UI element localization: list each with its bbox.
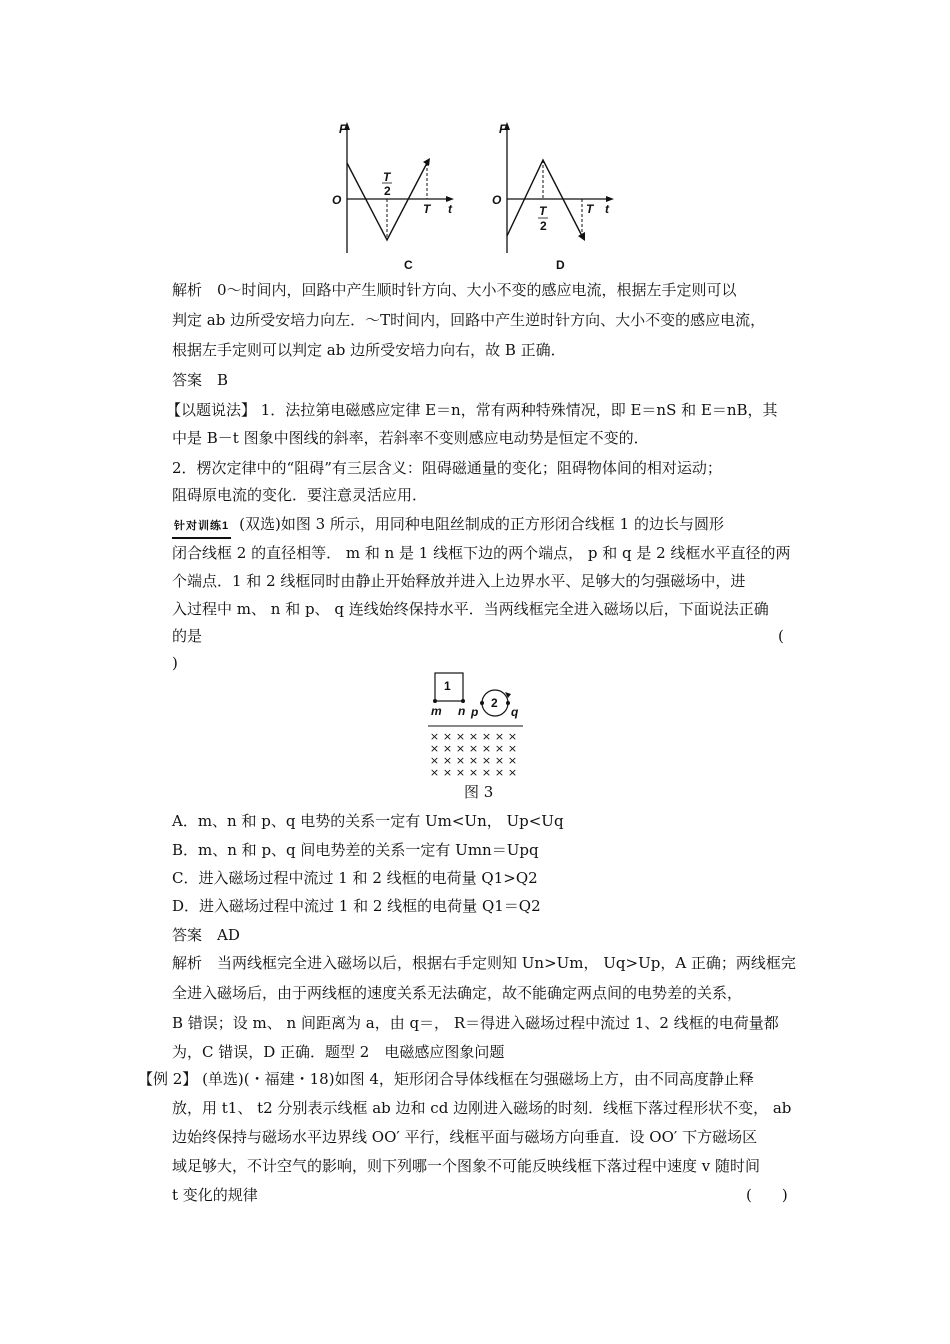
- field-x-mark: ×: [468, 766, 479, 779]
- analysis2-line4: 为，C 错误，D 正确．题型 2 电磁感应图象问题: [172, 1043, 505, 1061]
- graph-d-axis-f: F: [499, 122, 507, 136]
- field-x-mark: ×: [494, 766, 505, 779]
- field-x-mark: ×: [494, 754, 505, 767]
- fig3-q: q: [511, 705, 519, 719]
- graph-c-half-num: T: [383, 170, 391, 184]
- training-line2: 闭合线框 2 的直径相等． m 和 n 是 1 线框下边的两个端点， p 和 q 是 2 线框水平直径的两: [172, 544, 791, 562]
- explain-line1: 【以题说法】 1．法拉第电磁感应定律 E＝n，常有两种特殊情况，即 E＝nS 和 E＝nB，其: [166, 401, 778, 419]
- analysis1-line3: 根据左手定则可以判定 ab 边所受安培力向右，故 B 正确．: [172, 341, 566, 359]
- field-x-mark: ×: [429, 730, 440, 743]
- graph-d-half-num: T: [539, 204, 547, 218]
- field-x-mark: ×: [468, 754, 479, 767]
- graph-c-axis-t: t: [448, 202, 452, 216]
- field-x-mark: ×: [481, 754, 492, 767]
- graph-c-half-den: 2: [384, 184, 391, 198]
- fig3-n: n: [458, 704, 466, 718]
- training-line1: [172, 513, 724, 539]
- graph-c-t-full: T: [423, 202, 431, 216]
- field-x-mark: ×: [442, 730, 453, 743]
- field-x-mark: ×: [507, 766, 518, 779]
- fig3-field-grid: [428, 731, 524, 779]
- training-line4: 入过程中 m、 n 和 p、 q 连线始终保持水平．当两线框完全进入磁场以后，下面说法正确: [172, 600, 769, 618]
- field-x-mark: ×: [429, 754, 440, 767]
- field-x-mark: ×: [429, 742, 440, 755]
- graph-c-caption: C: [404, 258, 413, 272]
- graph-d-axis-t: t: [605, 202, 609, 216]
- analysis1-line1: 解析 0～时间内，回路中产生顺时针方向、大小不变的感应电流，根据左手定则可以: [172, 281, 737, 299]
- field-x-mark: ×: [442, 754, 453, 767]
- field-x-mark: ×: [507, 730, 518, 743]
- analysis2-line2: 全进入磁场后，由于两线框的速度关系无法确定，故不能确定两点间的电势差的关系，: [172, 984, 743, 1002]
- option-d: D．进入磁场过程中流过 1 和 2 线框的电荷量 Q1＝Q2: [172, 897, 541, 915]
- graph-d-half-den: 2: [540, 219, 547, 233]
- graph-d-origin: O: [492, 193, 502, 207]
- explain-line3: 2．楞次定律中的“阻碍”有三层含义：阻碍磁通量的变化；阻碍物体间的相对运动；: [172, 459, 722, 477]
- field-x-mark: ×: [481, 742, 492, 755]
- example2-paren: ( ): [746, 1186, 788, 1204]
- graph-c: [330, 118, 460, 278]
- analysis1-line2: 判定 ab 边所受安培力向左．～T时间内，回路中产生逆时针方向、大小不变的感应电流，: [172, 311, 766, 329]
- option-b: B．m、n 和 p、q 间电势差的关系一定有 Umn＝Upq: [172, 841, 539, 859]
- fig3-caption: 图 3: [464, 783, 494, 801]
- graph-c-origin: O: [332, 193, 342, 207]
- example2-line4: 域足够大，不计空气的影响，则下列哪一个图象不可能反映线框下落过程中速度 v 随时间: [172, 1157, 761, 1175]
- fig3-circle-label: 2: [491, 696, 498, 710]
- example2-line3: 边始终保持与磁场水平边界线 OO′ 平行，线框平面与磁场方向垂直．设 OO′ 下方磁场区: [172, 1128, 758, 1146]
- explain-line2: 中是 B－t 图象中图线的斜率，若斜率不变则感应电动势是恒定不变的．: [172, 429, 649, 447]
- example2-line1: 【例 2】 (单选)(・福建・18)如图 4，矩形闭合导体线框在匀强磁场上方，由不同高度静止释: [138, 1070, 754, 1088]
- example2-line5: t 变化的规律: [172, 1186, 258, 1204]
- fig3-box-label: 1: [444, 679, 451, 693]
- training-badge: 针对训练1: [172, 515, 231, 539]
- answer1: 答案 B: [172, 371, 229, 389]
- field-x-mark: ×: [455, 730, 466, 743]
- graph-d-caption: D: [556, 258, 565, 272]
- field-x-mark: ×: [442, 742, 453, 755]
- field-x-mark: ×: [442, 766, 453, 779]
- graph-d: [490, 118, 620, 278]
- analysis2-line1: 解析 当两线框完全进入磁场以后，根据右手定则知 Un>Um， Uq>Up，A 正确；两线框完: [172, 954, 796, 972]
- field-x-mark: ×: [507, 754, 518, 767]
- field-x-mark: ×: [468, 742, 479, 755]
- fig3-p: p: [471, 705, 479, 719]
- explain-line4: 阻碍原电流的变化．要注意灵活应用．: [172, 486, 428, 504]
- field-x-mark: ×: [455, 766, 466, 779]
- field-x-mark: ×: [455, 754, 466, 767]
- field-x-mark: ×: [481, 766, 492, 779]
- field-x-mark: ×: [481, 730, 492, 743]
- field-x-mark: ×: [468, 730, 479, 743]
- analysis2-line3: B 错误；设 m、 n 间距离为 a，由 q＝， R＝得进入磁场过程中流过 1、2 线框的电荷量都: [172, 1014, 779, 1032]
- field-x-mark: ×: [507, 742, 518, 755]
- field-x-mark: ×: [494, 730, 505, 743]
- field-x-mark: ×: [455, 742, 466, 755]
- field-x-mark: ×: [429, 766, 440, 779]
- field-row: [428, 767, 524, 779]
- answer2: 答案 AD: [172, 926, 240, 944]
- graph-c-axis-f: F: [339, 122, 347, 136]
- example2-line2: 放，用 t1、 t2 分别表示线框 ab 边和 cd 边刚进入磁场的时刻．线框下落过程形状不变， ab: [172, 1099, 792, 1117]
- training-line1-text: (双选)如图 3 所示，用同种电阻丝制成的正方形闭合线框 1 的边长与圆形: [239, 515, 724, 533]
- field-x-mark: ×: [494, 742, 505, 755]
- option-c: C．进入磁场过程中流过 1 和 2 线框的电荷量 Q1>Q2: [172, 869, 538, 887]
- training-paren-open: (: [778, 627, 784, 645]
- training-line5: 的是: [172, 627, 203, 645]
- training-line3: 个端点．1 和 2 线框同时由静止开始释放并进入上边界水平、足够大的匀强磁场中，进: [172, 572, 746, 590]
- fig3-m: m: [431, 704, 442, 718]
- training-paren-close: ): [172, 654, 178, 672]
- graph-d-t-full: T: [586, 202, 594, 216]
- option-a: A．m、n 和 p、q 电势的关系一定有 Um<Un， Up<Uq: [172, 812, 564, 830]
